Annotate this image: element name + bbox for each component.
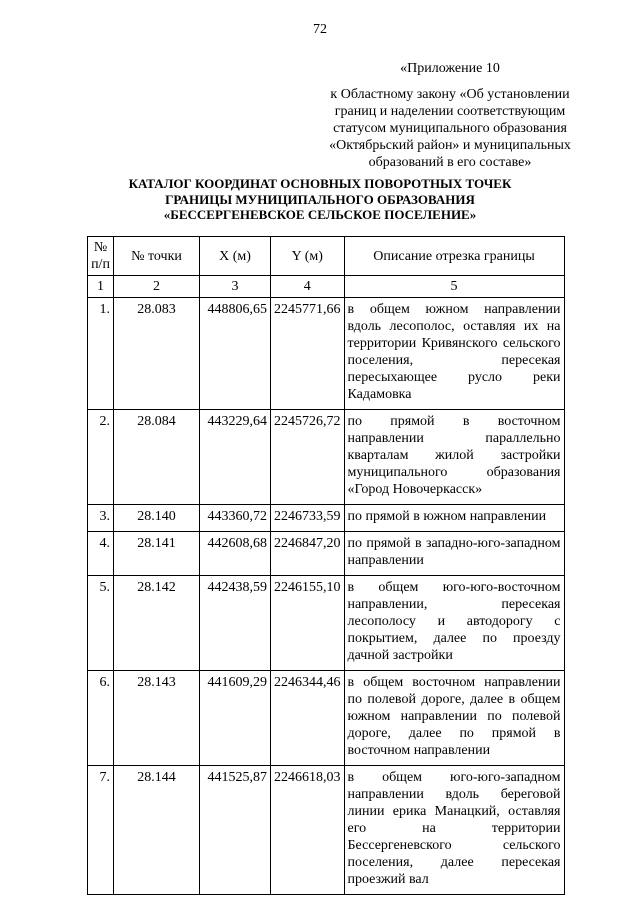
y-coordinate: 2246155,10 (271, 576, 345, 671)
appendix-note (300, 60, 600, 171)
segment-description: по прямой в восточном направлении параллельно кварталам жилой застройки муниципального образования «Город Новочеркасск» (344, 410, 564, 505)
y-coordinate: 2246847,20 (271, 532, 345, 576)
row-number: 5. (88, 576, 114, 671)
x-coordinate: 443229,64 (200, 410, 271, 505)
x-coordinate: 442438,59 (200, 576, 271, 671)
coordinates-table (87, 236, 565, 895)
row-number: 3. (88, 505, 114, 532)
point-id: 28.141 (114, 532, 200, 576)
appendix-line: границ и наделении соответствующим (334, 104, 566, 119)
appendix-line: к Областному закону «Об установлении (330, 87, 570, 102)
row-number: 4. (88, 532, 114, 576)
x-coordinate: 441609,29 (200, 671, 271, 766)
column-number: 1 (88, 276, 114, 298)
row-number: 2. (88, 410, 114, 505)
title-line: КАТАЛОГ КООРДИНАТ ОСНОВНЫХ ПОВОРОТНЫХ ТОЧЕК (128, 176, 512, 191)
segment-description: в общем юго-юго-западном направлении вдоль береговой линии ерика Манацкий, оставляя его на территории Бессергеневского сельского поселения, далее пересекая проезжий вал (344, 766, 564, 895)
point-id: 28.084 (114, 410, 200, 505)
header-y: Y (м) (271, 237, 345, 276)
column-number-row (88, 276, 565, 298)
title-line: «БЕССЕРГЕНЕВСКОЕ СЕЛЬСКОЕ ПОСЕЛЕНИЕ» (163, 207, 477, 222)
page-number: 72 (313, 22, 327, 37)
point-id: 28.083 (114, 298, 200, 410)
segment-description: по прямой в южном направлении (344, 505, 564, 532)
appendix-line: «Октябрьский район» и муниципальных (329, 138, 571, 153)
x-coordinate: 442608,68 (200, 532, 271, 576)
table-row (88, 766, 565, 895)
point-id: 28.140 (114, 505, 200, 532)
document-title (0, 176, 640, 223)
table-row (88, 671, 565, 766)
appendix-line: образований в его составе» (368, 155, 532, 170)
point-id: 28.144 (114, 766, 200, 895)
point-id: 28.143 (114, 671, 200, 766)
column-number: 3 (200, 276, 271, 298)
table-header-row (88, 237, 565, 276)
segment-description: в общем южном направлении вдоль лесополос, оставляя их на территории Кривянского сельского поселения, пересекая пересыхающее русло реки Кадамовка (344, 298, 564, 410)
segment-description: в общем восточном направлении по полевой дороге, далее в общем южном направлении по полевой дороге, далее по прямой в восточном направлении (344, 671, 564, 766)
header-x: X (м) (200, 237, 271, 276)
column-number: 5 (344, 276, 564, 298)
y-coordinate: 2246618,03 (271, 766, 345, 895)
column-number: 4 (271, 276, 345, 298)
table-row (88, 576, 565, 671)
y-coordinate: 2246344,46 (271, 671, 345, 766)
row-number: 7. (88, 766, 114, 895)
row-number: 1. (88, 298, 114, 410)
table-row (88, 532, 565, 576)
segment-description: в общем юго-юго-восточном направлении, пересекая лесополосу и автодорогу с покрытием, далее по проезду дачной застройки (344, 576, 564, 671)
row-number: 6. (88, 671, 114, 766)
x-coordinate: 448806,65 (200, 298, 271, 410)
table-row (88, 410, 565, 505)
table-row (88, 298, 565, 410)
x-coordinate: 443360,72 (200, 505, 271, 532)
y-coordinate: 2245726,72 (271, 410, 345, 505)
point-id: 28.142 (114, 576, 200, 671)
header-point: № точки (114, 237, 200, 276)
x-coordinate: 441525,87 (200, 766, 271, 895)
column-number: 2 (114, 276, 200, 298)
table-row (88, 505, 565, 532)
header-num: № п/п (88, 237, 114, 276)
appendix-title: «Приложение 10 (400, 61, 500, 76)
segment-description: по прямой в западно-юго-западном направлении (344, 532, 564, 576)
appendix-line: статусом муниципального образования (333, 121, 567, 136)
header-description: Описание отрезка границы (344, 237, 564, 276)
y-coordinate: 2246733,59 (271, 505, 345, 532)
title-line: ГРАНИЦЫ МУНИЦИПАЛЬНОГО ОБРАЗОВАНИЯ (165, 191, 475, 207)
y-coordinate: 2245771,66 (271, 298, 345, 410)
